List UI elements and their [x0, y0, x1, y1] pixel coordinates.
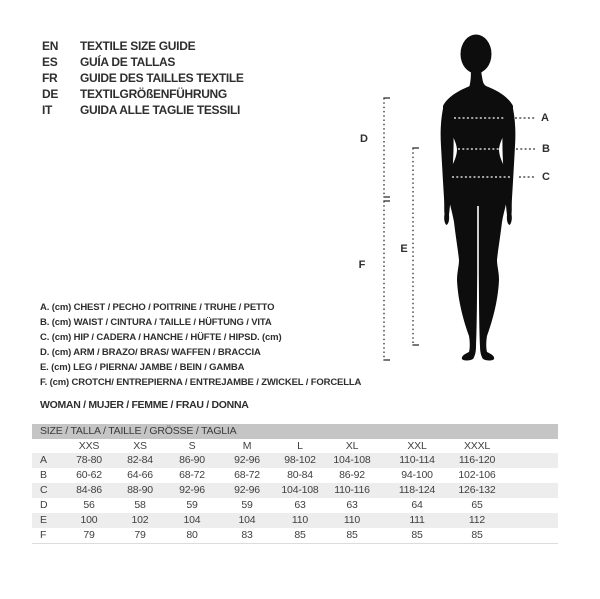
size-value: 59 — [186, 499, 198, 511]
legend-hip: C. (cm) HIP / CADERA / HANCHE / HÜFTE / HIPSD. (cm) — [40, 332, 282, 343]
size-value: 86-90 — [179, 454, 205, 466]
table-row — [32, 483, 558, 498]
measurement-legend — [40, 300, 361, 390]
size-value: 102 — [131, 514, 149, 526]
size-value: 84-86 — [76, 484, 102, 496]
size-col-header: L — [297, 440, 303, 452]
language-code: FR — [42, 71, 58, 85]
row-label: E — [40, 514, 47, 526]
size-value: 110-116 — [334, 484, 370, 496]
size-value: 126-132 — [458, 484, 496, 496]
size-value: 78-80 — [76, 454, 102, 466]
size-value: 110 — [291, 514, 309, 526]
size-table-header: SIZE / TALLA / TAILLE / GRÖSSE / TAGLIA — [32, 424, 558, 439]
table-row — [32, 468, 558, 483]
size-value: 112 — [468, 514, 486, 526]
size-value: 110 — [343, 514, 361, 526]
language-row — [42, 86, 244, 102]
size-value: 63 — [294, 499, 306, 511]
size-col-header: S — [188, 440, 196, 452]
guide-title: TEXTILE SIZE GUIDE — [80, 39, 196, 53]
table-row — [32, 453, 558, 468]
size-value: 60-62 — [76, 469, 102, 481]
size-value: 63 — [346, 499, 358, 511]
language-title-list — [42, 38, 244, 118]
size-col-header: XS — [133, 440, 147, 452]
size-value: 82-84 — [127, 454, 153, 466]
size-value: 116-120 — [458, 454, 496, 466]
guide-title: GUIDE DES TAILLES TEXTILE — [80, 71, 244, 85]
language-code: DE — [42, 87, 59, 101]
measure-label-b: B — [542, 143, 550, 155]
size-value: 92-96 — [234, 484, 260, 496]
language-row — [42, 38, 244, 54]
row-label: D — [40, 499, 48, 511]
size-value: 79 — [134, 529, 146, 541]
row-label: C — [40, 484, 48, 496]
size-value: 98-102 — [284, 454, 316, 466]
size-table — [32, 424, 558, 544]
row-label: B — [40, 469, 47, 481]
size-value: 86-92 — [339, 469, 365, 481]
size-value: 85 — [346, 529, 358, 541]
row-label: F — [40, 529, 47, 541]
measure-label-a: A — [541, 112, 549, 124]
size-value: 83 — [241, 529, 253, 541]
row-label: A — [40, 454, 47, 466]
gender-heading: WOMAN / MUJER / FEMME / FRAU / DONNA — [40, 399, 249, 411]
measure-label-c: C — [542, 171, 550, 183]
legend-leg: E. (cm) LEG / PIERNA/ JAMBE / BEIN / GAMBA — [40, 362, 245, 373]
size-value: 88-90 — [127, 484, 153, 496]
size-value: 102-106 — [458, 469, 496, 481]
size-value: 104-108 — [333, 454, 371, 466]
size-table-sizes-row — [32, 439, 558, 453]
guide-title: GUIDA ALLE TAGLIE TESSILI — [80, 103, 241, 117]
language-row — [42, 102, 244, 118]
language-code: IT — [42, 103, 53, 117]
measure-label-e: E — [400, 243, 408, 255]
size-value: 104 — [238, 514, 256, 526]
size-value: 104 — [183, 514, 201, 526]
size-value: 100 — [80, 514, 98, 526]
size-value: 85 — [471, 529, 483, 541]
legend-crotch: F. (cm) CROTCH/ ENTREPIERNA / ENTREJAMBE / ZWICKEL / FORCELLA — [40, 377, 362, 388]
size-value: 79 — [83, 529, 95, 541]
language-code: ES — [42, 55, 58, 69]
measurement-lines — [350, 25, 600, 375]
empty-cell — [32, 439, 60, 453]
size-col-header: M — [242, 440, 252, 452]
size-value: 65 — [471, 499, 483, 511]
size-value: 104-108 — [281, 484, 319, 496]
size-value: 85 — [294, 529, 306, 541]
measure-label-d: D — [360, 133, 368, 145]
size-value: 80-84 — [287, 469, 313, 481]
guide-title: TEXTILGRÖßENFÜHRUNG — [80, 87, 227, 101]
size-value: 110-114 — [399, 454, 435, 466]
size-value: 111 — [409, 514, 425, 526]
size-value: 68-72 — [179, 469, 205, 481]
measure-label-f: F — [358, 259, 366, 271]
legend-arm: D. (cm) ARM / BRAZO/ BRAS/ WAFFEN / BRACCIA — [40, 347, 261, 358]
size-value: 58 — [134, 499, 146, 511]
table-row — [32, 528, 558, 544]
size-value: 64 — [411, 499, 423, 511]
legend-waist: B. (cm) WAIST / CINTURA / TAILLE / HÜFTUNG / VITA — [40, 317, 272, 328]
size-value: 56 — [83, 499, 95, 511]
size-value: 80 — [186, 529, 198, 541]
size-value: 68-72 — [234, 469, 260, 481]
size-col-header: XXXL — [463, 440, 491, 452]
size-value: 94-100 — [401, 469, 433, 481]
size-value: 118-124 — [398, 484, 436, 496]
size-value: 92-96 — [234, 454, 260, 466]
size-value: 59 — [241, 499, 253, 511]
size-col-header: XL — [345, 440, 359, 452]
size-value: 64-66 — [127, 469, 153, 481]
size-value: 92-96 — [179, 484, 205, 496]
language-row — [42, 54, 244, 70]
language-code: EN — [42, 39, 59, 53]
size-col-header: XXL — [407, 440, 427, 452]
language-row — [42, 70, 244, 86]
legend-chest: A. (cm) CHEST / PECHO / POITRINE / TRUHE / PETTO — [40, 302, 275, 313]
guide-title: GUÍA DE TALLAS — [80, 55, 176, 69]
table-row — [32, 498, 558, 513]
table-row — [32, 513, 558, 528]
size-value: 85 — [411, 529, 423, 541]
size-col-header: XXS — [78, 440, 100, 452]
